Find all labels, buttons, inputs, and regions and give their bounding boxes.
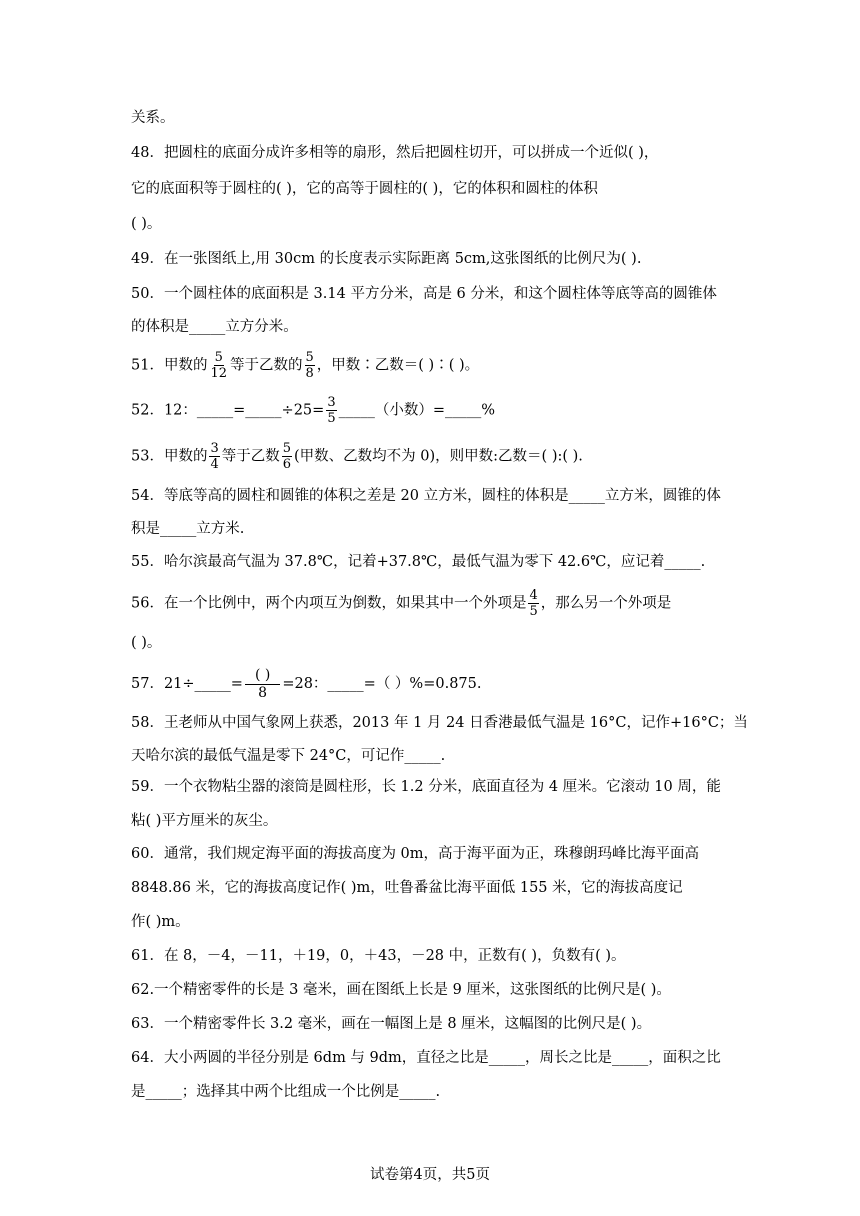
question-57-pre: 57．21÷_____= (131, 676, 243, 692)
question-59-line-1: 59．一个衣物粘尘器的滚筒是圆柱形，长 1.2 分米，底面直径为 4 厘米。它滚动 10 周，能 (131, 779, 721, 795)
denominator: 12 (210, 366, 227, 381)
question-51-pre: 51．甲数的 (131, 357, 208, 374)
question-53 (131, 442, 583, 471)
question-53-mid: 等于乙数 (221, 448, 280, 465)
fraction-q52 (326, 396, 336, 425)
question-52-pre: 52．12：_____=_____÷25= (131, 402, 325, 419)
question-51-mid: 等于乙数的 (230, 357, 303, 374)
denominator: 5 (327, 411, 336, 426)
question-60-line-1: 60．通常，我们规定海平面的海拔高度为 0m，高于海平面为正，珠穆朗玛峰比海平面高 (131, 846, 700, 862)
question-48-line-1: 48．把圆柱的底面分成许多相等的扇形，然后把圆柱切开，可以拼成一个近似( )， (131, 145, 659, 161)
line-continuation: 关系。 (131, 110, 175, 126)
denominator: 8 (305, 366, 314, 381)
denominator: 6 (282, 457, 292, 472)
question-58-line-2: 天哈尔滨的最低气温是零下 24°C，可记作_____. (131, 748, 446, 764)
question-55: 55．哈尔滨最高气温为 37.8℃，记着+37.8℃，最低气温为零下 42.6℃，应记着_____. (131, 554, 706, 570)
question-56-post: ，那么另一个外项是 (540, 595, 672, 612)
question-51 (131, 351, 479, 380)
denominator: 5 (529, 604, 538, 619)
denominator: 4 (210, 457, 219, 472)
question-51-post: ，甲数∶乙数＝( )∶( )。 (316, 357, 480, 374)
question-48-line-3: ( )。 (131, 216, 162, 232)
question-59-line-2: 粘( )平方厘米的灰尘。 (131, 813, 278, 829)
question-54-line-1: 54．等底等高的圆柱和圆锥的体积之差是 20 立方米，圆柱的体积是_____立方米，圆锥的体 (131, 488, 721, 504)
question-63: 63．一个精密零件长 3.2 毫米，画在一幅图上是 8 厘米，这幅图的比例尺是( )。 (131, 1016, 652, 1032)
question-48-line-2: 它的底面积等于圆柱的( )，它的高等于圆柱的( )，它的体积和圆柱的体积 (131, 181, 598, 197)
denominator: 8 (258, 685, 268, 701)
question-56-line-2: ( )。 (131, 635, 162, 651)
question-60-line-3: 作( )m。 (131, 914, 190, 930)
numerator: 5 (305, 350, 314, 365)
fraction-q53-b (282, 442, 292, 471)
question-53-post: (甲数、乙数均不为 0)，则甲数:乙数＝( ):( ). (294, 448, 583, 465)
question-54-line-2: 积是_____立方米. (131, 521, 245, 537)
numerator: 3 (327, 395, 336, 410)
question-64-line-2: 是_____；选择其中两个比组成一个比例是_____. (131, 1084, 441, 1100)
question-52-post: _____（小数）=_____% (338, 402, 496, 419)
question-61: 61．在 8，－4，－11，＋19，0，＋43，－28 中，正数有( )，负数有( )。 (131, 948, 626, 964)
question-64-line-1: 64．大小两圆的半径分别是 6dm 与 9dm，直径之比是_____，周长之比是_____，面积之比 (131, 1050, 721, 1066)
question-62: 62.一个精密零件的长是 3 毫米，画在图纸上长是 9 厘米，这张图纸的比例尺是( )。 (131, 982, 671, 998)
page-footer: 试卷第4页，共5页 (370, 1167, 490, 1183)
numerator: 4 (529, 588, 538, 603)
question-58-line-1: 58．王老师从中国气象网上获悉，2013 年 1 月 24 日香港最低气温是 16°C，记作+16°C；当 (131, 715, 748, 731)
question-52 (131, 396, 495, 425)
question-49: 49．在一张图纸上,用 30cm 的长度表示实际距离 5cm,这张图纸的比例尺为( ). (131, 251, 642, 267)
question-56-line-1 (131, 589, 671, 618)
question-50-line-2: 的体积是_____立方分米。 (131, 319, 298, 335)
fraction-q51-b (305, 351, 315, 380)
question-60-line-2: 8848.86 米，它的海拔高度记作( )m，吐鲁番盆比海平面低 155 米，它的海拔高度记 (131, 880, 683, 896)
numerator: 3 (210, 441, 219, 456)
numerator: 5 (214, 350, 223, 365)
fraction-q56 (528, 589, 538, 618)
fraction-q51-a (209, 351, 228, 380)
question-57 (131, 668, 481, 700)
fraction-q57 (245, 668, 280, 700)
question-56-pre: 56．在一个比例中，两个内项互为倒数，如果其中一个外项是 (131, 595, 527, 612)
question-50-line-1: 50．一个圆柱体的底面积是 3.14 平方分米，高是 6 分米，和这个圆柱体等底等高的圆锥体 (131, 286, 717, 302)
question-57-post: =28：_____=（ ）%=0.875. (282, 676, 482, 692)
fraction-q53-a (209, 442, 219, 471)
numerator: 5 (282, 441, 292, 456)
numerator: ( ) (245, 668, 280, 685)
question-53-pre: 53．甲数的 (131, 448, 208, 465)
